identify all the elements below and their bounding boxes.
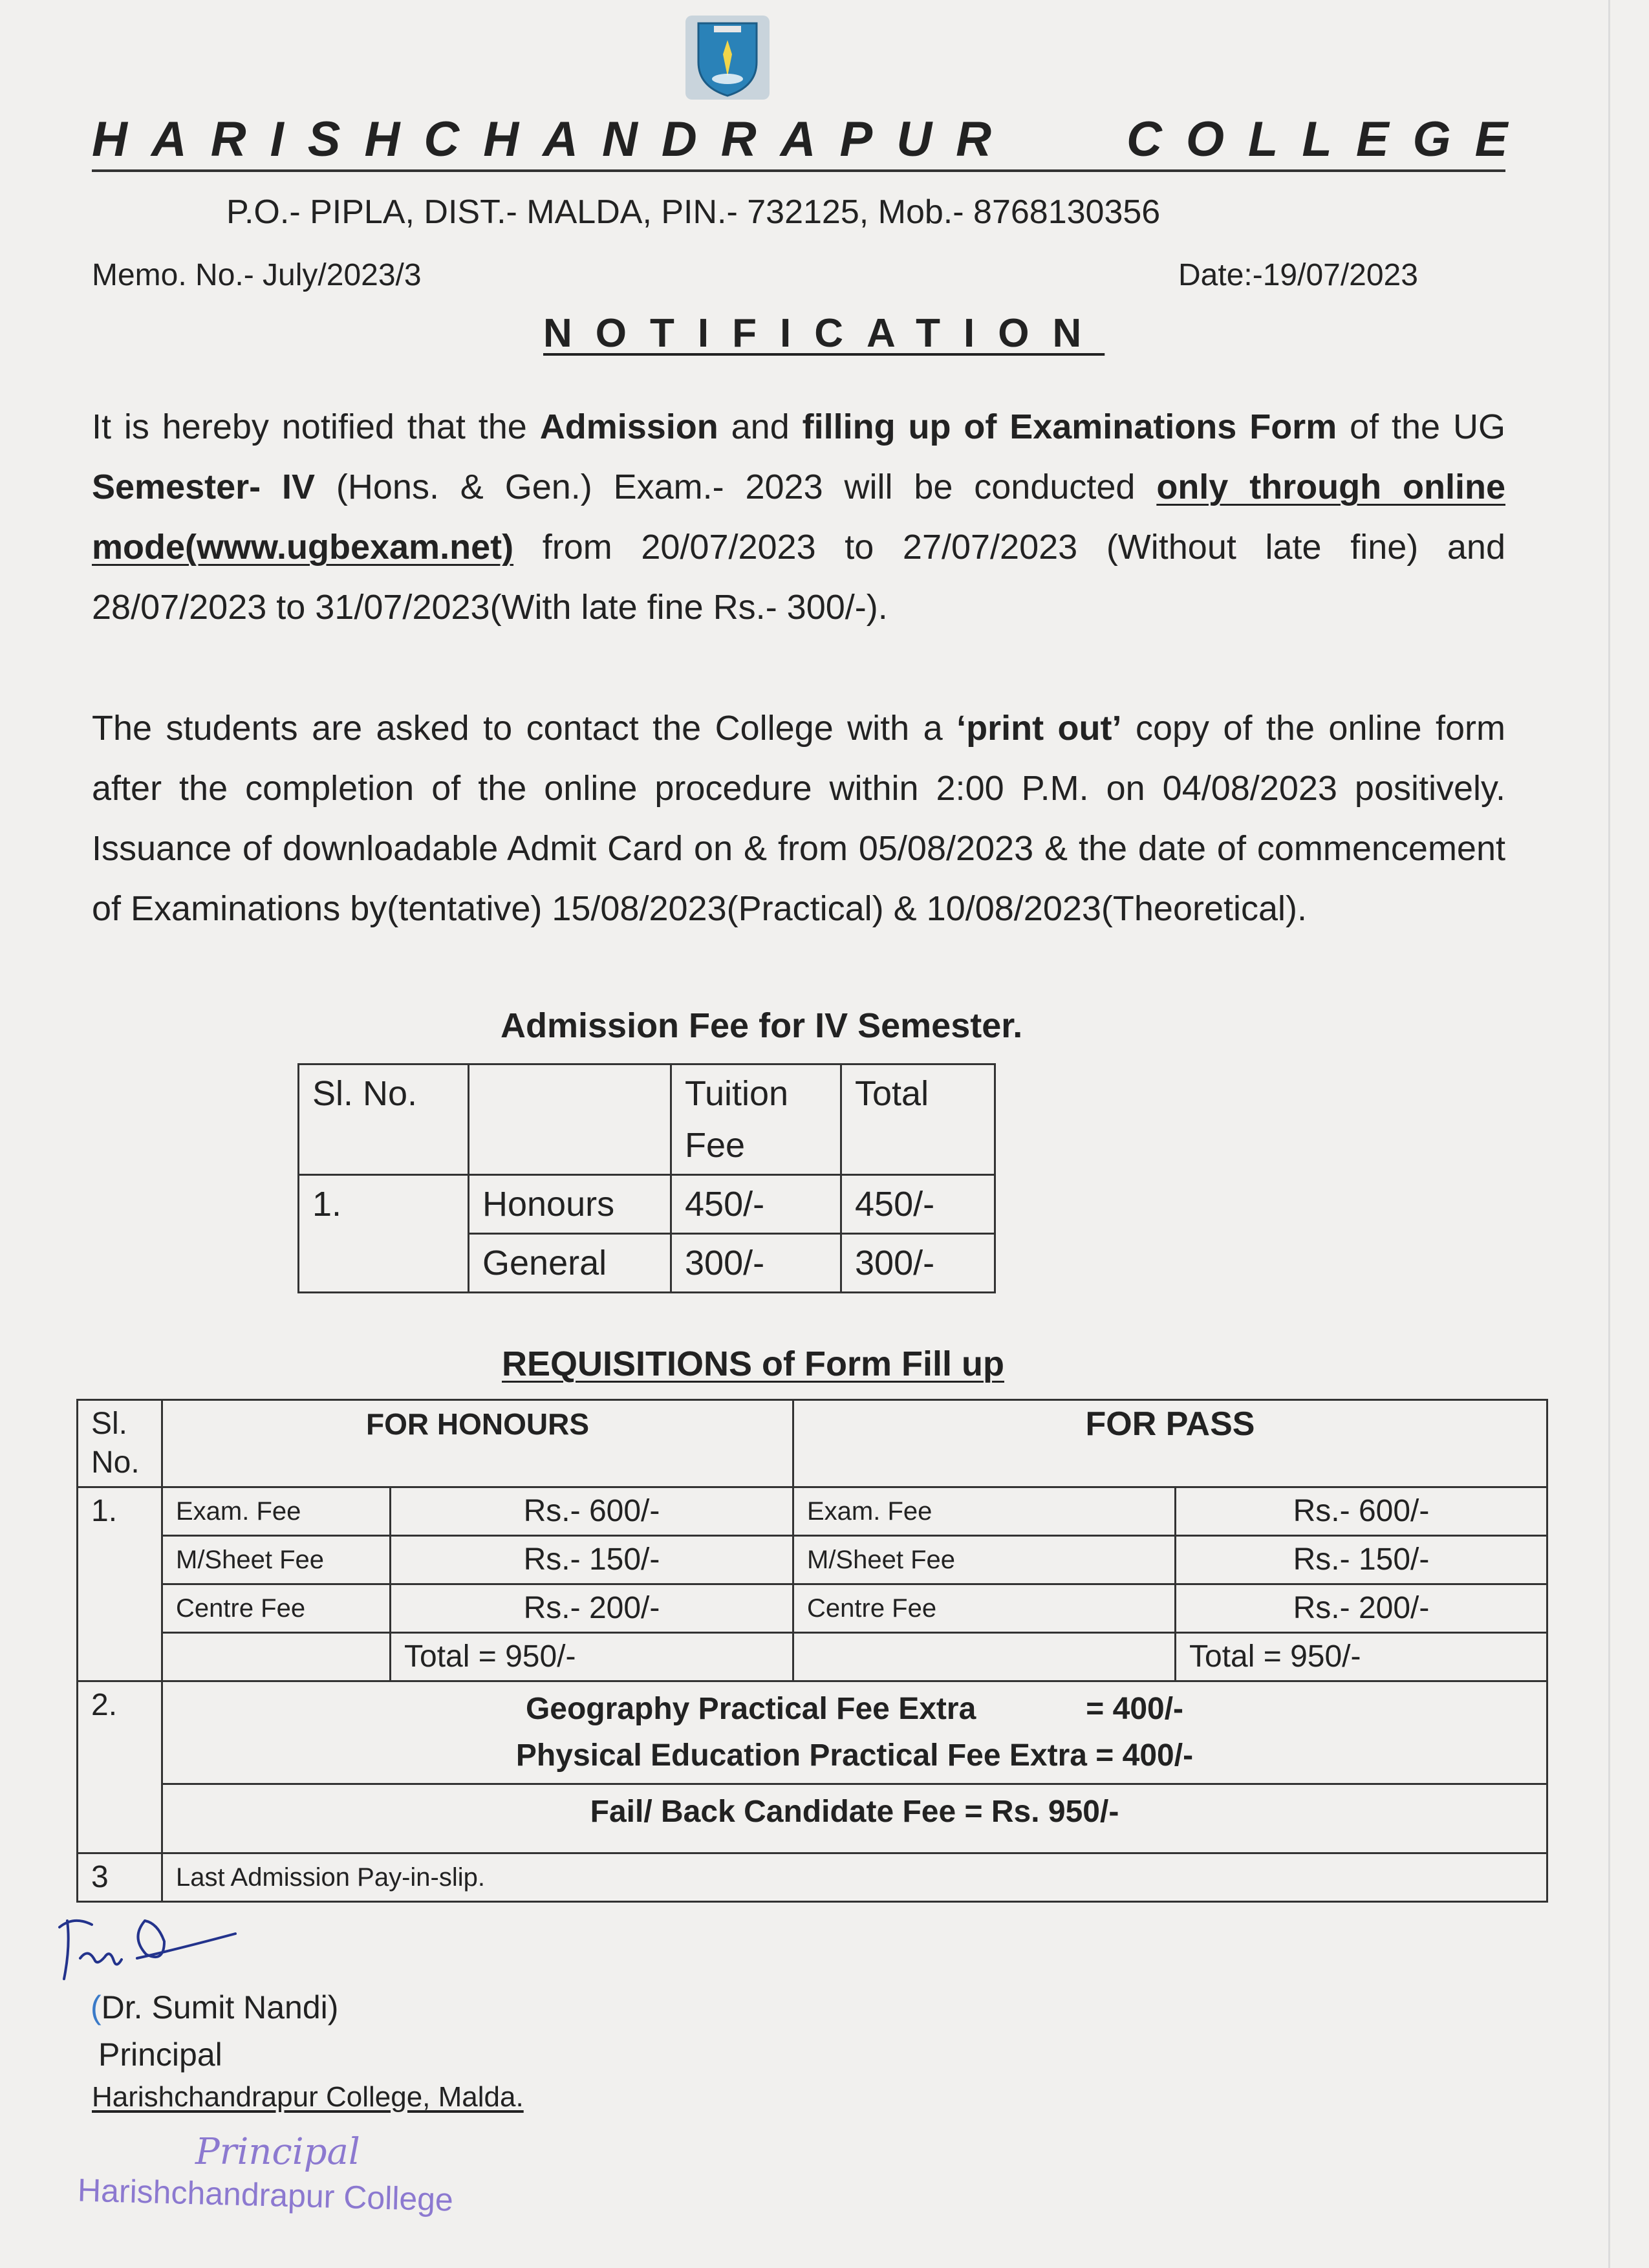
honours-fee-label: Centre Fee	[162, 1584, 391, 1633]
principal-stamp	[78, 2131, 479, 2228]
stamp-line-1: Principal	[195, 2131, 360, 2173]
row-1-sl: 1.	[78, 1487, 162, 1681]
geography-fee-label: Geography Practical Fee Extra	[525, 1692, 976, 1726]
header-blank	[469, 1064, 671, 1175]
physical-education-fee: Physical Education Practical Fee Extra = 400/-	[515, 1738, 1194, 1773]
table-row	[78, 1536, 1547, 1584]
memo-number: Memo. No.- July/2023/3	[92, 258, 422, 292]
requisitions-table	[76, 1399, 1548, 1903]
handwritten-signature	[54, 1901, 248, 1998]
stamp-line-2: Harishchandrapur College	[77, 2172, 454, 2218]
table-row	[78, 1853, 1547, 1902]
principal-name-text: Dr. Sumit Nandi)	[101, 1989, 339, 2025]
principal-name	[91, 1989, 338, 2026]
college-name-part2: COLLEGE	[1126, 112, 1532, 167]
pass-fee-label: Centre Fee	[793, 1584, 1176, 1633]
p2-text-1: The students are asked to contact the College with a	[92, 709, 957, 748]
p2-bold-print-out: ‘print out’	[956, 709, 1122, 748]
college-address: P.O.- PIPLA, DIST.- MALDA, PIN.- 732125, Mob.- 8768130356	[226, 193, 1161, 231]
p1-online-mode-link: only through online mode(www.ugbexam.net)	[92, 468, 1505, 567]
table-row	[299, 1064, 995, 1175]
header-tuition-fee: Tuition Fee	[671, 1064, 841, 1175]
sl-no-cell: 1.	[299, 1175, 469, 1293]
honours-fee-label: Exam. Fee	[162, 1487, 391, 1536]
tuition-cell: 450/-	[671, 1175, 841, 1234]
pass-fee-label: Exam. Fee	[793, 1487, 1176, 1536]
pass-total: Total = 950/-	[1176, 1633, 1547, 1681]
honours-fee-label: M/Sheet Fee	[162, 1536, 391, 1584]
honours-fee-value: Rs.- 600/-	[391, 1487, 793, 1536]
practical-fee-extras	[162, 1681, 1547, 1784]
honours-fee-value: Rs.- 200/-	[391, 1584, 793, 1633]
table-row	[299, 1175, 995, 1234]
p1-bold-exam-form: filling up of Examinations Form	[802, 407, 1337, 446]
admission-fee-title: Admission Fee for IV Semester.	[501, 1006, 1023, 1045]
honours-total: Total = 950/-	[391, 1633, 793, 1681]
total-cell: 450/-	[841, 1175, 995, 1234]
principal-designation: Principal	[98, 2036, 222, 2073]
table-row	[78, 1784, 1547, 1853]
table-row	[78, 1633, 1547, 1681]
p1-text-1: It is hereby notified that the	[92, 407, 540, 446]
geography-fee-value: = 400/-	[1086, 1692, 1184, 1726]
sl-no-header: Sl. No.	[78, 1400, 162, 1487]
page-edge	[1608, 0, 1610, 2268]
table-row	[78, 1487, 1547, 1536]
pass-fee-value: Rs.- 150/-	[1176, 1536, 1547, 1584]
table-row	[78, 1400, 1547, 1487]
p1-text-5: from 20/07/2023 to 27/07/2023 (Without late fine) and 28/07/2023 to 31/07/2023(With late fine Rs.- 300/-).	[92, 528, 1505, 627]
table-row	[78, 1584, 1547, 1633]
pass-fee-label: M/Sheet Fee	[793, 1536, 1176, 1584]
tuition-cell: 300/-	[671, 1234, 841, 1293]
admission-fee-table	[297, 1063, 996, 1293]
p1-text-4: (Hons. & Gen.) Exam.- 2023 will be conducted	[315, 468, 1157, 506]
header-sl-no: Sl. No.	[299, 1064, 469, 1175]
college-name-part1: HARISHCHANDRAPUR	[92, 112, 1015, 167]
requisitions-title: REQUISITIONS of Form Fill up	[502, 1345, 1004, 1383]
pay-in-slip-requirement: Last Admission Pay-in-slip.	[162, 1853, 1547, 1902]
header-underline	[92, 169, 1505, 172]
pass-header: FOR PASS	[793, 1400, 1547, 1487]
notification-paragraph-1	[92, 397, 1505, 638]
notification-title: NOTIFICATION	[543, 311, 1105, 356]
fail-back-candidate-fee: Fail/ Back Candidate Fee = Rs. 950/-	[162, 1784, 1547, 1853]
college-crest-icon	[684, 14, 771, 101]
name-open-paren: (	[91, 1989, 102, 2025]
header-total: Total	[841, 1064, 995, 1175]
honours-header: FOR HONOURS	[162, 1400, 793, 1487]
pass-fee-value: Rs.- 600/-	[1176, 1487, 1547, 1536]
empty-cell	[793, 1633, 1176, 1681]
p1-text-2: and	[718, 407, 803, 446]
pass-fee-value: Rs.- 200/-	[1176, 1584, 1547, 1633]
total-cell: 300/-	[841, 1234, 995, 1293]
p1-bold-admission: Admission	[539, 407, 718, 446]
row-2-sl: 2.	[78, 1681, 162, 1853]
p1-text-3: of the UG	[1337, 407, 1505, 446]
p1-bold-semester: Semester- IV	[92, 468, 316, 506]
row-3-sl: 3	[78, 1853, 162, 1902]
type-cell: General	[469, 1234, 671, 1293]
principal-college: Harishchandrapur College, Malda.	[92, 2081, 524, 2113]
type-cell: Honours	[469, 1175, 671, 1234]
notification-paragraph-2	[92, 698, 1505, 939]
honours-fee-value: Rs.- 150/-	[391, 1536, 793, 1584]
table-row	[78, 1681, 1547, 1784]
college-name	[92, 111, 1532, 167]
p2-text-2: copy of the online form after the completion of the online procedure within 2:00 P.M. on 04/08/2023 positively. Issuance of downloadable Admit Card on & from 05/08/2023 & the date of commencement of Examinations by(tentative) 15/08/2023(Practical) & 10/08/2023(Theoretical).	[92, 709, 1505, 928]
notice-date: Date:-19/07/2023	[1178, 258, 1418, 292]
empty-cell	[162, 1633, 391, 1681]
